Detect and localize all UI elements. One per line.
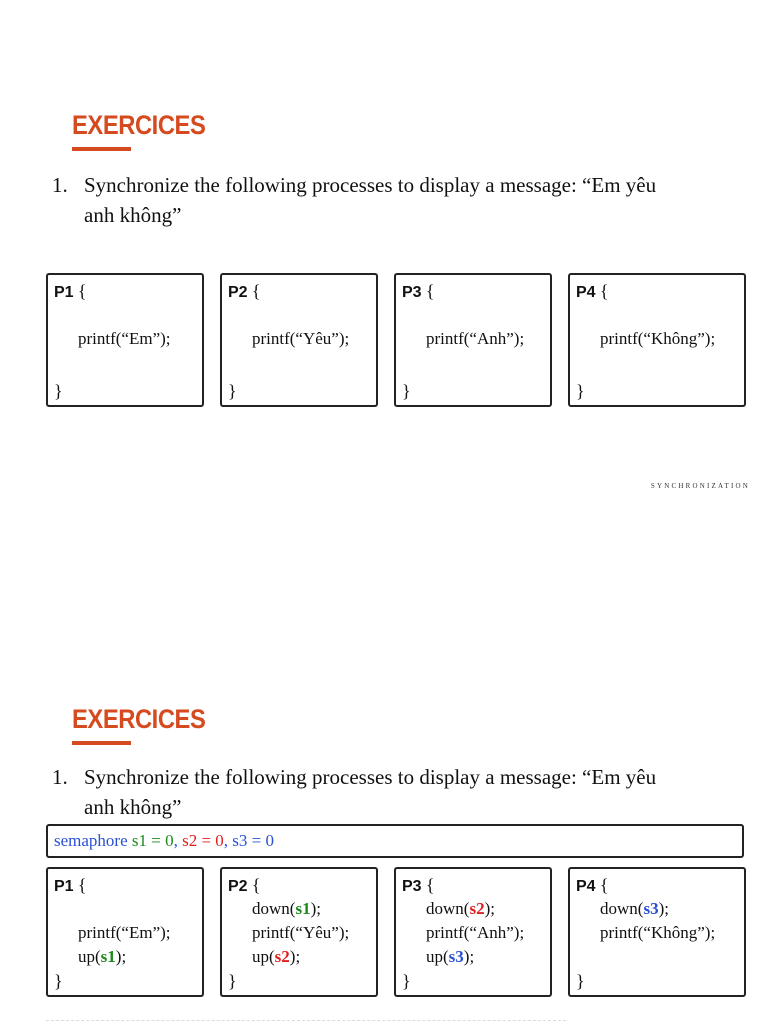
close-brace: } xyxy=(576,971,585,991)
slide-footer: SYNCHRONIZATION xyxy=(650,482,750,490)
title-underline xyxy=(72,741,131,745)
process-box-p3 xyxy=(394,867,552,997)
up-call: up( xyxy=(426,947,449,966)
process-name: P3 xyxy=(402,878,422,895)
slide-title: EXERCICES xyxy=(72,110,206,140)
process-name: P1 xyxy=(54,284,74,301)
close-brace: } xyxy=(228,971,237,991)
code-line-printf: printf(“Em”); xyxy=(78,923,171,942)
separator: , xyxy=(173,831,178,850)
question-number: 1. xyxy=(52,765,68,789)
question-line-2: anh không” xyxy=(84,203,182,227)
close-brace: } xyxy=(228,381,237,401)
call-end: ); xyxy=(310,899,321,918)
process-box-p2 xyxy=(220,273,378,407)
code-line: printf(“Không”); xyxy=(600,329,716,348)
close-brace: } xyxy=(402,381,411,401)
code-line-up xyxy=(252,945,300,969)
question-line-1: Synchronize the following processes to display a message: “Em yêu xyxy=(84,173,657,197)
code-line: printf(“Em”); xyxy=(78,329,171,348)
open-brace: { xyxy=(77,875,87,895)
question-line-2: anh không” xyxy=(84,795,182,819)
open-brace: { xyxy=(425,875,435,895)
process-name: P4 xyxy=(576,878,596,895)
question-text xyxy=(84,170,764,230)
process-name: P4 xyxy=(576,284,596,301)
code-line-printf: printf(“Yêu”); xyxy=(252,923,350,942)
code-line-up xyxy=(78,945,126,969)
open-brace: { xyxy=(425,281,435,301)
semaphore-keyword: semaphore xyxy=(54,831,128,850)
separator: , xyxy=(223,831,229,850)
close-brace: } xyxy=(54,381,63,401)
semaphore-ref-s3: s3 xyxy=(643,899,659,918)
semaphore-ref-s3: s3 xyxy=(448,947,464,966)
call-end: ); xyxy=(484,899,495,918)
call-end: ); xyxy=(658,899,669,918)
code-line-up xyxy=(426,945,474,969)
down-call: down( xyxy=(600,899,644,918)
semaphore-ref-s2: s2 xyxy=(469,899,485,918)
code-line: printf(“Anh”); xyxy=(426,329,525,348)
process-name: P3 xyxy=(402,284,422,301)
code-line-printf: printf(“Không”); xyxy=(600,923,716,942)
slide-title: EXERCICES xyxy=(72,704,206,734)
process-box-p1 xyxy=(46,867,204,997)
process-box-p2 xyxy=(220,867,378,997)
process-name: P1 xyxy=(54,878,74,895)
question-line-1: Synchronize the following processes to display a message: “Em yêu xyxy=(84,765,657,789)
process-name: P2 xyxy=(228,284,248,301)
semaphore-s1: s1 = 0 xyxy=(131,831,174,850)
semaphore-ref-s1: s1 xyxy=(100,947,116,966)
code-line-down xyxy=(252,897,321,921)
question-number: 1. xyxy=(52,173,68,197)
process-box-p4 xyxy=(568,273,746,407)
process-name: P2 xyxy=(228,878,248,895)
semaphore-s2: s2 = 0 xyxy=(182,831,224,850)
open-brace: { xyxy=(77,281,87,301)
semaphore-declaration xyxy=(46,824,744,858)
code-line-down xyxy=(600,897,669,921)
call-end: ); xyxy=(115,947,127,966)
process-box-p4 xyxy=(568,867,746,997)
open-brace: { xyxy=(251,875,261,895)
slide-2 xyxy=(0,594,768,1024)
question-text xyxy=(84,762,764,822)
up-call: up( xyxy=(252,947,275,966)
open-brace: { xyxy=(251,281,261,301)
call-end: ); xyxy=(289,947,301,966)
up-call: up( xyxy=(78,947,101,966)
open-brace: { xyxy=(599,875,609,895)
code-line-down xyxy=(426,897,495,921)
close-brace: } xyxy=(576,381,585,401)
semaphore-ref-s2: s2 xyxy=(274,947,290,966)
code-line-printf: printf(“Anh”); xyxy=(426,923,525,942)
call-end: ); xyxy=(463,947,475,966)
open-brace: { xyxy=(599,281,609,301)
down-call: down( xyxy=(252,899,296,918)
close-brace: } xyxy=(54,971,63,991)
process-box-p1 xyxy=(46,273,204,407)
semaphore-ref-s1: s1 xyxy=(295,899,311,918)
process-box-p3 xyxy=(394,273,552,407)
code-line: printf(“Yêu”); xyxy=(252,329,350,348)
title-underline xyxy=(72,147,131,151)
slide-1 xyxy=(0,0,768,512)
down-call: down( xyxy=(426,899,470,918)
close-brace: } xyxy=(402,971,411,991)
semaphore-s3: s3 = 0 xyxy=(232,831,274,850)
